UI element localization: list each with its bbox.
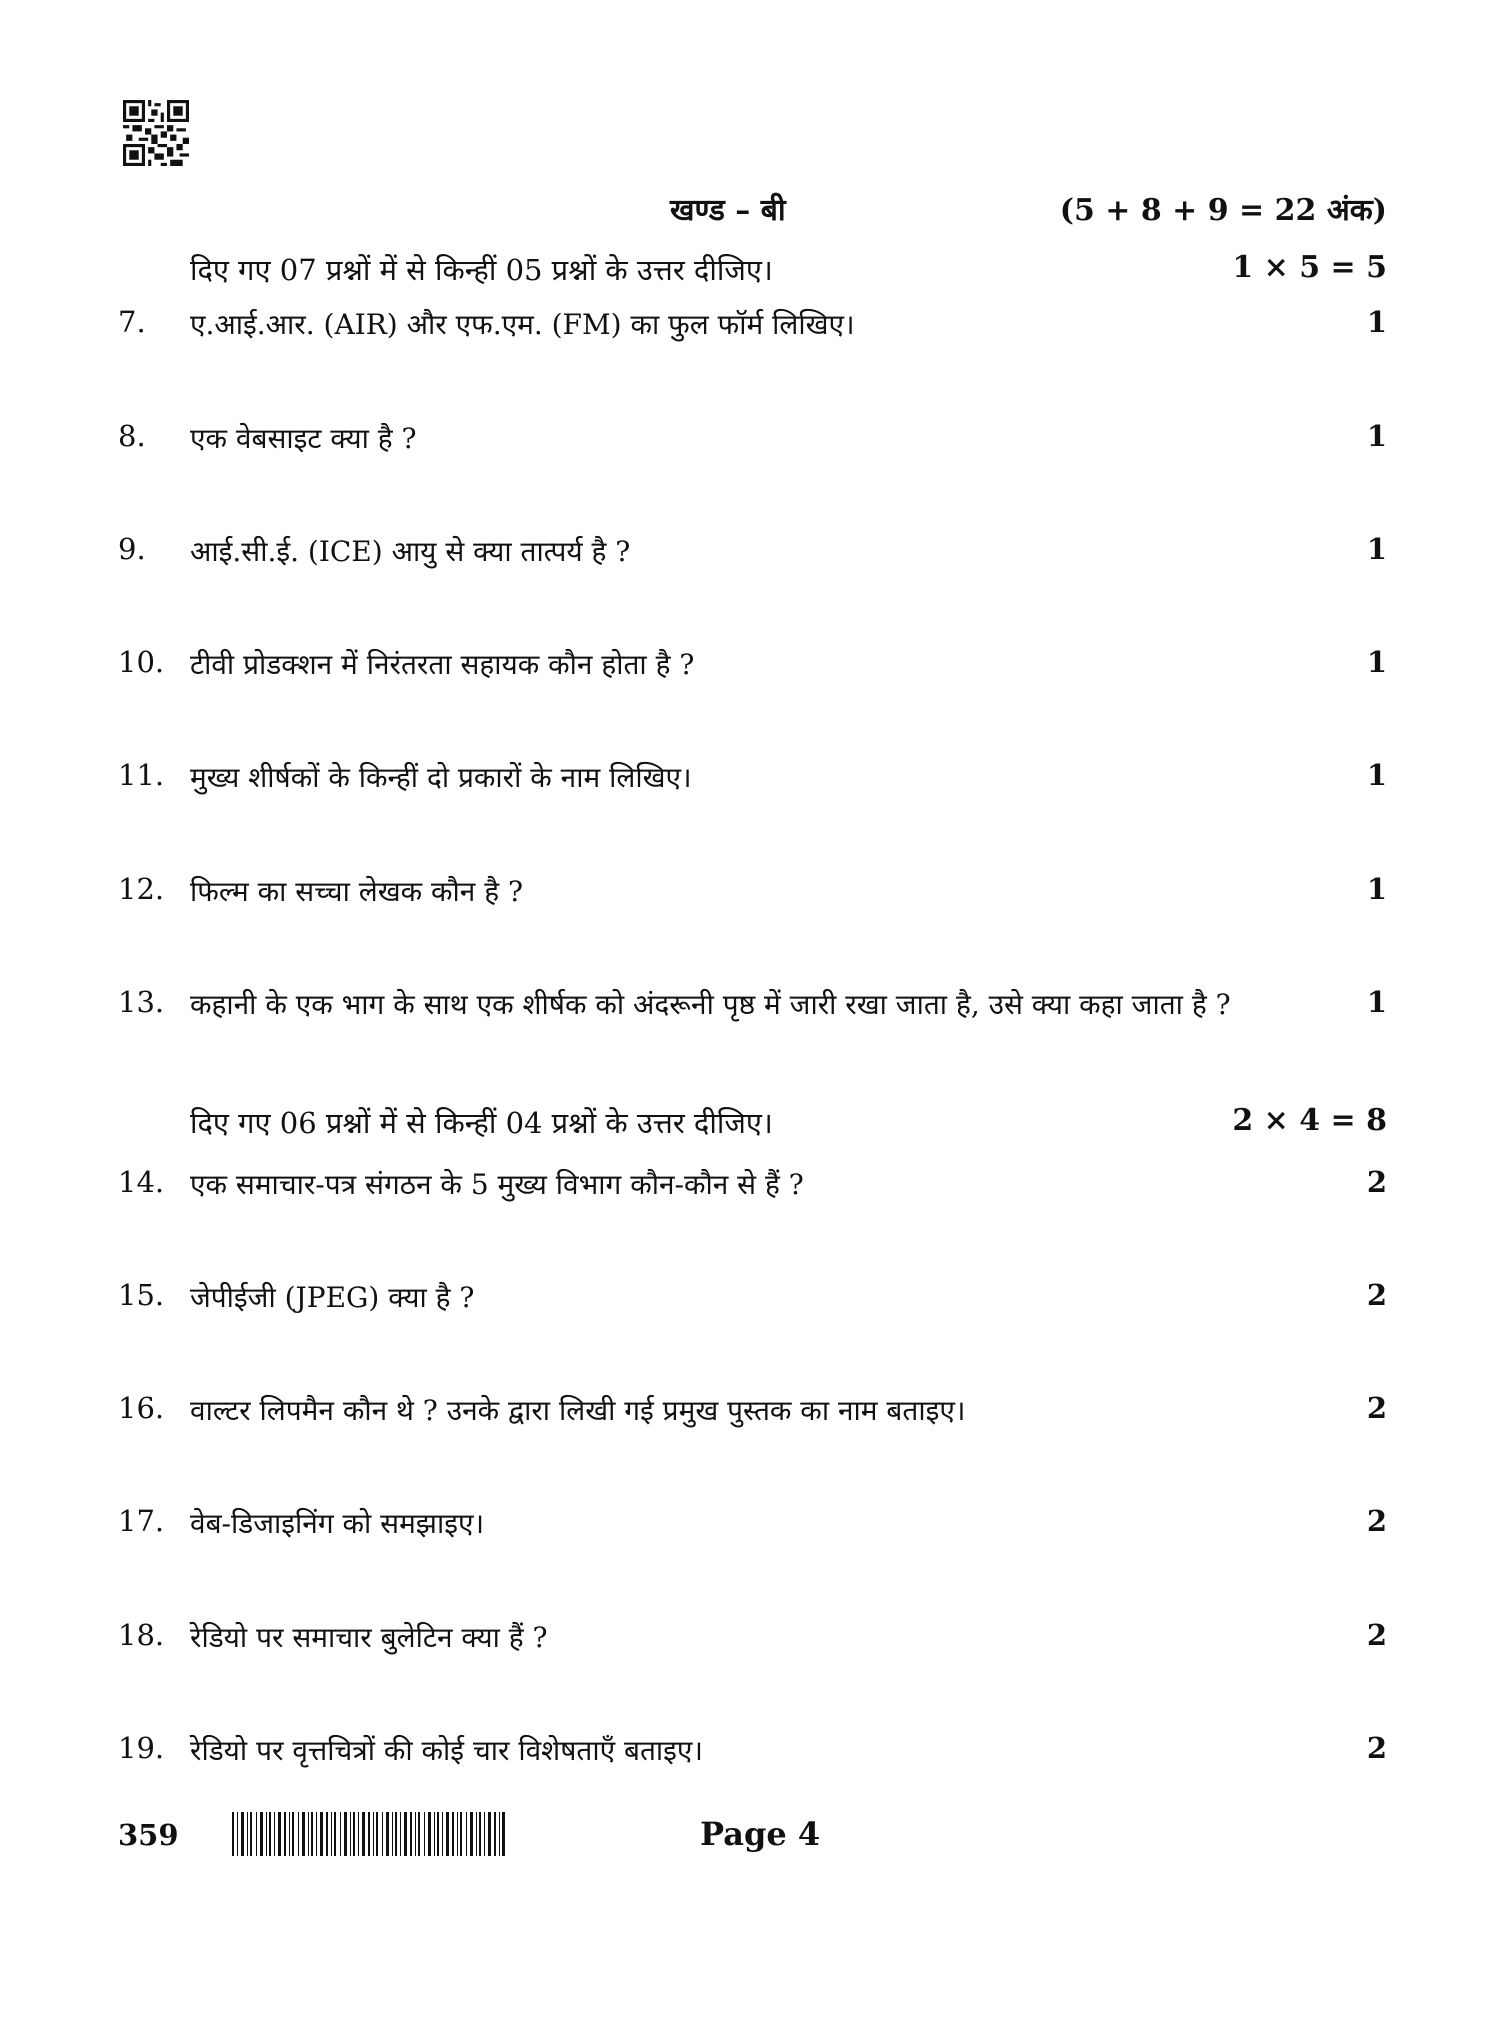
question-marks: 1 [1366, 645, 1387, 679]
group-2-marks: 2 × 4 = 8 [1232, 1103, 1387, 1138]
question-number: 8. [118, 419, 146, 453]
question-text: आई.सी.ई. (ICE) आयु से क्या तात्पर्य है ? [190, 535, 631, 568]
question-number: 16. [118, 1391, 165, 1425]
question-number: 13. [118, 985, 165, 1019]
question-text: जेपीईजी (JPEG) क्या है ? [190, 1281, 475, 1314]
question-marks: 1 [1366, 532, 1387, 566]
section-title: खण्ड – बी [670, 193, 786, 228]
barcode-icon [232, 1812, 507, 1856]
question-text: वेब-डिजाइनिंग को समझाइए। [190, 1507, 485, 1540]
question-number: 14. [118, 1165, 165, 1199]
question-number: 12. [118, 872, 165, 906]
section-marks: (5 + 8 + 9 = 22 अंक) [1059, 193, 1387, 228]
question-number: 9. [118, 532, 146, 566]
question-text: ए.आई.आर. (AIR) और एफ.एम. (FM) का फुल फॉर्म लिखिए। [190, 308, 855, 341]
question-number: 7. [118, 305, 146, 339]
question-number: 17. [118, 1504, 165, 1538]
question-marks: 2 [1366, 1278, 1387, 1312]
question-marks: 1 [1366, 985, 1387, 1019]
question-marks: 2 [1366, 1504, 1387, 1538]
question-marks: 1 [1366, 305, 1387, 339]
question-number: 15. [118, 1278, 165, 1312]
question-marks: 2 [1366, 1165, 1387, 1199]
question-marks: 2 [1366, 1731, 1387, 1765]
qr-code-icon [121, 100, 191, 166]
question-marks: 1 [1366, 872, 1387, 906]
question-text: मुख्य शीर्षकों के किन्हीं दो प्रकारों के नाम लिखिए। [190, 761, 692, 794]
group-1-marks: 1 × 5 = 5 [1232, 250, 1387, 285]
question-marks: 1 [1366, 419, 1387, 453]
question-number: 18. [118, 1618, 165, 1652]
question-text: रेडियो पर वृत्तचित्रों की कोई चार विशेषताएँ बताइए। [190, 1734, 704, 1767]
question-text: फिल्म का सच्चा लेखक कौन है ? [190, 875, 523, 908]
question-text: एक वेबसाइट क्या है ? [190, 422, 417, 455]
question-marks: 2 [1366, 1391, 1387, 1425]
page-number: Page 4 [700, 1815, 821, 1853]
question-marks: 2 [1366, 1618, 1387, 1652]
question-text: कहानी के एक भाग के साथ एक शीर्षक को अंदरूनी पृष्ठ में जारी रखा जाता है, उसे क्या कहा जाता है ? [190, 988, 1231, 1021]
question-number: 10. [118, 645, 165, 679]
question-text: वाल्टर लिपमैन कौन थे ? उनके द्वारा लिखी गई प्रमुख पुस्तक का नाम बताइए। [190, 1394, 966, 1427]
group-1-instruction: दिए गए 07 प्रश्नों में से किन्हीं 05 प्रश्नों के उत्तर दीजिए। [190, 253, 773, 287]
question-text: रेडियो पर समाचार बुलेटिन क्या हैं ? [190, 1621, 548, 1654]
group-2-instruction: दिए गए 06 प्रश्नों में से किन्हीं 04 प्रश्नों के उत्तर दीजिए। [190, 1106, 773, 1140]
question-number: 19. [118, 1731, 165, 1765]
paper-code: 359 [118, 1818, 179, 1852]
question-marks: 1 [1366, 758, 1387, 792]
question-text: टीवी प्रोडक्शन में निरंतरता सहायक कौन होता है ? [190, 648, 695, 681]
question-number: 11. [118, 758, 165, 792]
question-text: एक समाचार-पत्र संगठन के 5 मुख्य विभाग कौन-कौन से हैं ? [190, 1168, 804, 1201]
